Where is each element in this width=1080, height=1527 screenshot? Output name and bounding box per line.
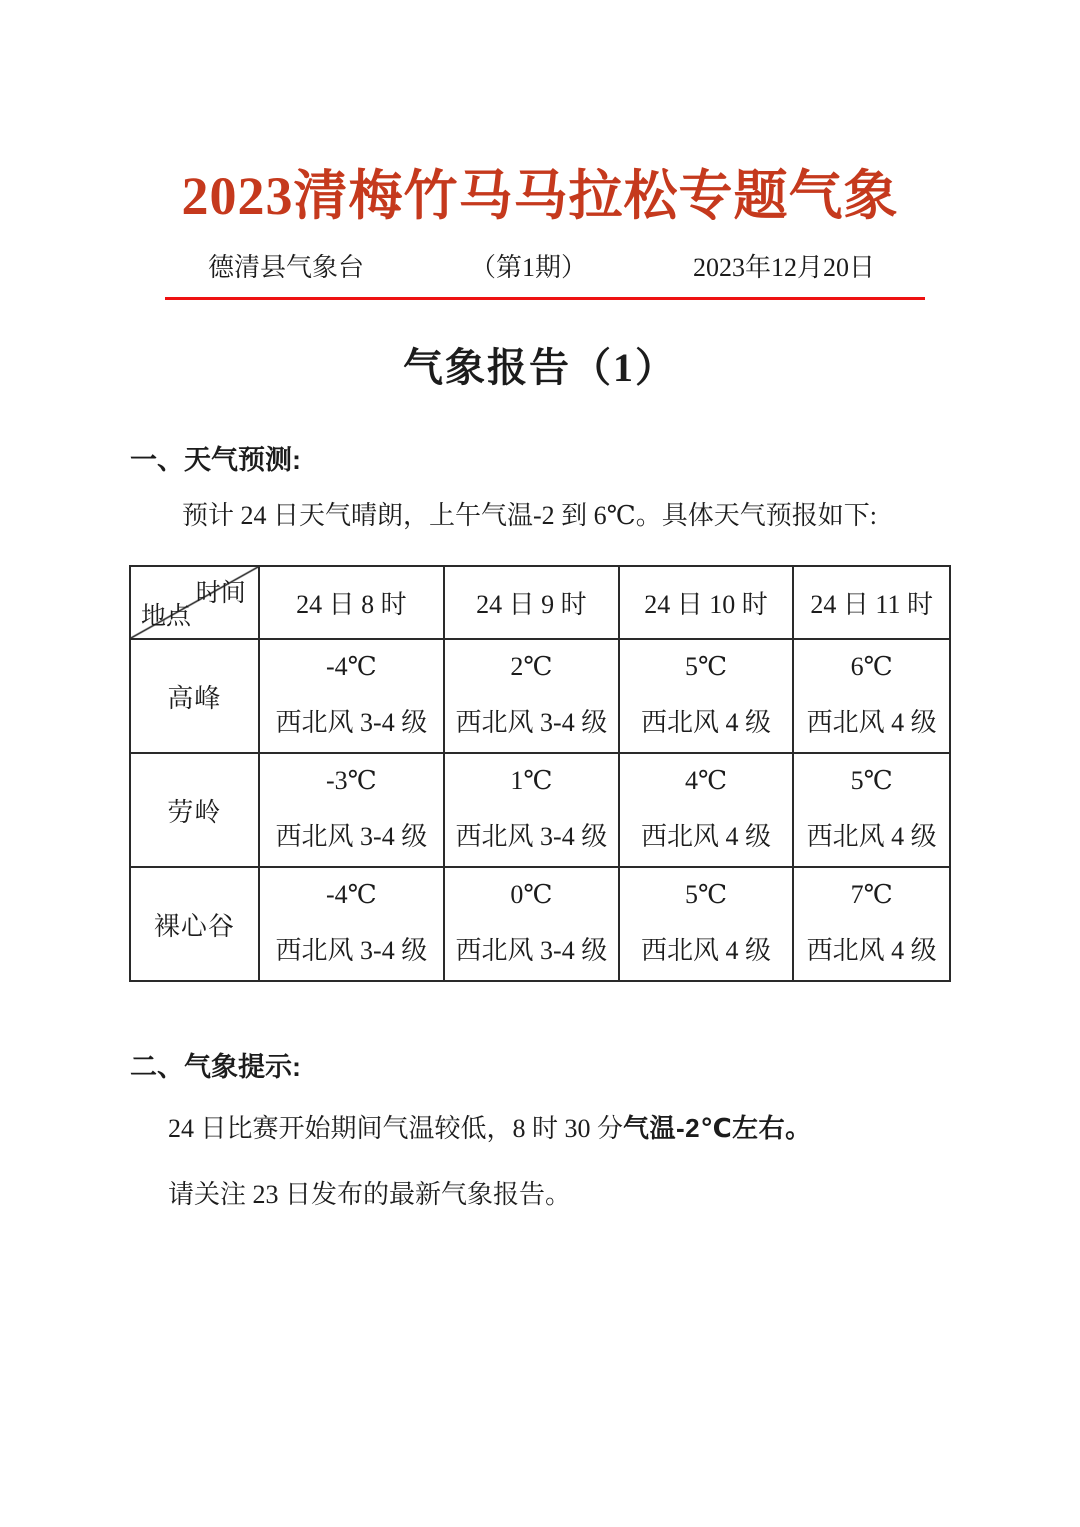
divider-line: [165, 297, 925, 300]
tip-line-1: [168, 1111, 1020, 1146]
column-header-10h: 24 日 10 时: [619, 566, 794, 639]
issuer-name: 德清县气象台: [208, 252, 365, 282]
column-header-8h: 24 日 8 时: [259, 566, 444, 639]
wind-value: 西北风 3-4 级: [275, 935, 428, 965]
forecast-cell: [259, 639, 444, 753]
issue-date: 2023年12月20日: [692, 252, 875, 282]
forecast-cell: [793, 753, 950, 867]
masthead-title: 2023清梅竹马马拉松专题气象: [181, 166, 899, 226]
column-header-11h: 24 日 11 时: [793, 566, 950, 639]
temperature-value: -4℃: [326, 880, 377, 910]
table-row: [130, 753, 950, 867]
wind-value: 西北风 4 级: [641, 935, 772, 965]
table-row: [130, 867, 950, 981]
corner-label-time: 时间: [195, 580, 246, 608]
forecast-table: [129, 565, 951, 982]
forecast-cell: [259, 753, 444, 867]
temperature-value: 7℃: [850, 880, 893, 910]
temperature-value: 6℃: [850, 652, 893, 682]
temperature-value: -3℃: [326, 766, 377, 796]
section-1-intro: 预计 24 日天气晴朗，上午气温-2 到 6℃。具体天气预报如下:: [182, 501, 877, 531]
temperature-value: 5℃: [850, 766, 893, 796]
corner-label-place: 地点: [141, 603, 192, 631]
forecast-cell: [793, 867, 950, 981]
temperature-value: 0℃: [510, 880, 553, 910]
forecast-cell: [259, 867, 444, 981]
temperature-value: 2℃: [510, 652, 553, 682]
row-label-laoling: 劳岭: [130, 753, 259, 867]
section-1-heading: 一、天气预测:: [130, 445, 301, 476]
section-2-heading: 二、气象提示:: [130, 1052, 301, 1083]
forecast-cell: [444, 753, 619, 867]
wind-value: 西北风 4 级: [806, 707, 937, 737]
tip-1-emphasis: 气温-2℃左右。: [623, 1112, 812, 1143]
table-header-row: [130, 566, 950, 639]
wind-value: 西北风 3-4 级: [275, 821, 428, 851]
wind-value: 西北风 4 级: [641, 707, 772, 737]
forecast-cell: [444, 639, 619, 753]
forecast-cell: [444, 867, 619, 981]
wind-value: 西北风 4 级: [806, 821, 937, 851]
table-corner-cell: [130, 566, 259, 639]
wind-value: 西北风 4 级: [806, 935, 937, 965]
wind-value: 西北风 3-4 级: [455, 935, 608, 965]
forecast-cell: [619, 639, 794, 753]
row-label-gaofeng: 高峰: [130, 639, 259, 753]
table-row: [130, 639, 950, 753]
forecast-cell: [619, 867, 794, 981]
issue-number: （第1期）: [469, 252, 587, 282]
tip-1-text: 24 日比赛开始期间气温较低，8 时 30 分: [168, 1113, 624, 1143]
wind-value: 西北风 4 级: [641, 821, 772, 851]
wind-value: 西北风 3-4 级: [455, 821, 608, 851]
temperature-value: 1℃: [510, 766, 553, 796]
wind-value: 西北风 3-4 级: [275, 707, 428, 737]
wind-value: 西北风 3-4 级: [455, 707, 608, 737]
tip-line-2: 请关注 23 日发布的最新气象报告。: [168, 1179, 572, 1209]
forecast-cell: [793, 639, 950, 753]
column-header-9h: 24 日 9 时: [444, 566, 619, 639]
temperature-value: -4℃: [326, 652, 377, 682]
report-title: 气象报告（1）: [403, 345, 677, 391]
row-label-luoxingu: 裸心谷: [130, 867, 259, 981]
temperature-value: 5℃: [684, 880, 728, 910]
masthead-meta: [208, 251, 875, 285]
temperature-value: 5℃: [684, 652, 728, 682]
temperature-value: 4℃: [684, 766, 728, 796]
forecast-cell: [619, 753, 794, 867]
